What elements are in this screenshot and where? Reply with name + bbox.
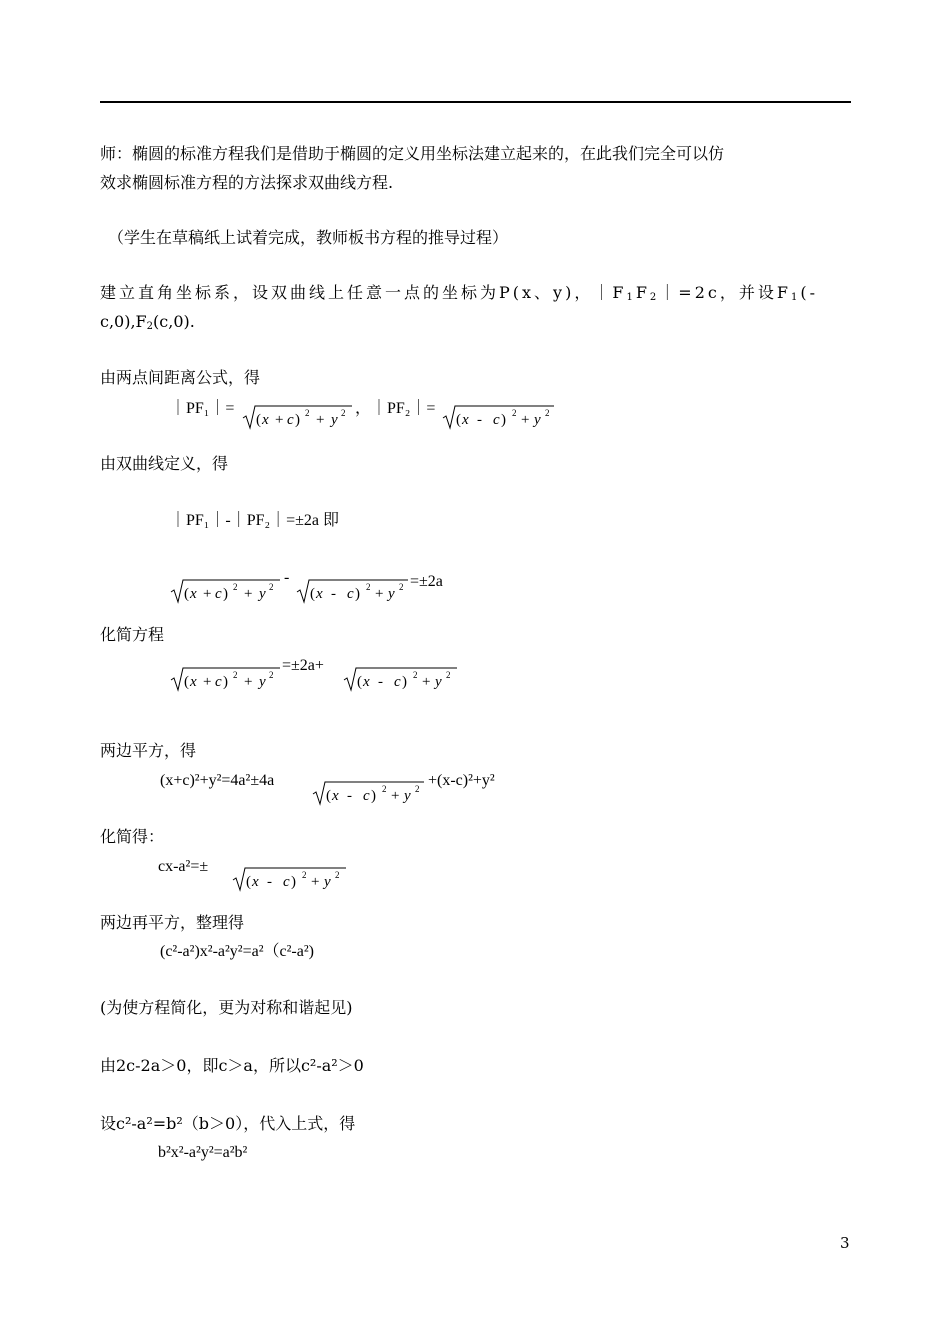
radical-plus: + — [375, 586, 384, 602]
eq6-lhs: cx-a²=± — [158, 858, 209, 875]
setup-sub2: 2 — [649, 292, 660, 303]
radical-var-y: y — [435, 674, 442, 690]
radical-exponent: 2 — [233, 582, 238, 592]
setup-f2: F — [635, 283, 650, 302]
radical-var-y: y — [259, 586, 266, 602]
paragraph-hyperbola-definition: 由双曲线定义，得 — [100, 454, 229, 473]
radical-open-paren: ( — [326, 788, 331, 804]
page-number: 3 — [840, 1234, 850, 1252]
header-rule — [100, 101, 851, 103]
radical-exponent: 2 — [302, 870, 307, 880]
radical-exponent-y: 2 — [446, 670, 451, 680]
radical-svg — [296, 578, 408, 604]
radical-open-paren: ( — [357, 674, 362, 690]
paragraph-simplify: 化简方程 — [100, 625, 165, 644]
radical-var-c: c — [493, 412, 500, 428]
setup-paren: (- — [800, 283, 818, 302]
radical-var-c: c — [215, 586, 222, 602]
radical-operator: - — [267, 874, 272, 890]
radical-exponent-y: 2 — [545, 408, 550, 418]
radical-close-paren: ) — [371, 788, 376, 804]
setup-f1f2-open: ｜F — [593, 283, 627, 302]
radical-operator: + — [203, 586, 212, 602]
radical-var-x: x — [262, 412, 269, 428]
radical-operator: - — [477, 412, 482, 428]
radical-var-c: c — [283, 874, 290, 890]
eq7-result: (c²-a²)x²-a²y²=a²（c²-a²) — [160, 943, 314, 960]
radical-open-paren: ( — [184, 674, 189, 690]
paragraph-coordinate-setup-line1 — [100, 285, 818, 303]
eq3-radical-minus — [296, 578, 408, 604]
radical-open-paren: ( — [456, 412, 461, 428]
eq3-rhs: =±2a — [410, 573, 443, 590]
radical-exponent: 2 — [382, 784, 387, 794]
radical-plus: + — [422, 674, 431, 690]
radical-var-y: y — [259, 674, 266, 690]
radical-open-paren: ( — [256, 412, 261, 428]
eq1-pf2-label: ，｜PF₂｜= — [355, 400, 436, 417]
setup-f2-coord: (c,0). — [153, 312, 195, 331]
paragraph-square-again: 两边再平方，整理得 — [100, 913, 245, 932]
radical-exponent: 2 — [366, 582, 371, 592]
radical-exponent-y: 2 — [399, 582, 404, 592]
radical-operator: - — [378, 674, 383, 690]
radical-exponent-y: 2 — [269, 582, 274, 592]
radical-open-paren: ( — [184, 586, 189, 602]
radical-close-paren: ) — [223, 586, 228, 602]
radical-var-y: y — [534, 412, 541, 428]
radical-var-c: c — [363, 788, 370, 804]
setup-f1-coord: c,0),F — [100, 312, 147, 331]
radical-svg — [170, 666, 280, 692]
paragraph-coordinate-setup-line2 — [100, 314, 195, 332]
radical-svg — [442, 404, 554, 430]
eq8-result: b²x²-a²y²=a²b² — [158, 1144, 248, 1161]
radical-plus: + — [521, 412, 530, 428]
radical-var-c: c — [347, 586, 354, 602]
radical-var-y: y — [331, 412, 338, 428]
radical-exponent-y: 2 — [341, 408, 346, 418]
radical-operator: - — [331, 586, 336, 602]
eq3-minus: - — [284, 569, 290, 586]
radical-var-x: x — [252, 874, 259, 890]
paragraph-teacher-line1: 师：椭圆的标准方程我们是借助于椭圆的定义用坐标法建立起来的，在此我们完全可以仿 — [100, 144, 725, 163]
radical-svg — [312, 780, 424, 806]
radical-open-paren: ( — [246, 874, 251, 890]
eq5-radical-minus — [312, 780, 424, 806]
setup-text: 建立直角坐标系，设双曲线上任意一点的坐标为P(x、y)， — [100, 283, 594, 302]
radical-var-c: c — [287, 412, 294, 428]
radical-var-c: c — [394, 674, 401, 690]
radical-svg — [232, 866, 346, 892]
setup-sub4: 2 — [146, 321, 154, 332]
eq2-definition: ｜PF₁｜-｜PF₂｜=±2a 即 — [170, 512, 339, 529]
paragraph-student-note: （学生在草稿纸上试着完成，教师板书方程的推导过程） — [108, 228, 509, 247]
eq1-pf1-label: ｜PF₁｜= — [170, 400, 235, 417]
radical-var-y: y — [388, 586, 395, 602]
radical-plus: + — [244, 586, 253, 602]
radical-operator: - — [347, 788, 352, 804]
eq5-rhs: +(x-c)²+y² — [428, 772, 495, 789]
radical-operator: + — [275, 412, 284, 428]
radical-open-paren: ( — [310, 586, 315, 602]
radical-var-x: x — [190, 586, 197, 602]
radical-close-paren: ) — [295, 412, 300, 428]
radical-exponent-y: 2 — [415, 784, 420, 794]
eq4-radical-plus — [170, 666, 280, 692]
eq1-radical-plus — [242, 404, 352, 430]
radical-exponent: 2 — [305, 408, 310, 418]
radical-plus: + — [391, 788, 400, 804]
eq4-mid: =±2a+ — [282, 657, 324, 674]
setup-sub3: 1 — [790, 292, 801, 303]
eq4-radical-minus — [343, 666, 457, 692]
setup-distance: ｜=2c，并设F — [659, 283, 791, 302]
radical-close-paren: ) — [291, 874, 296, 890]
radical-exponent-y: 2 — [335, 870, 340, 880]
eq6-radical-minus — [232, 866, 346, 892]
radical-var-x: x — [462, 412, 469, 428]
radical-svg — [242, 404, 352, 430]
radical-var-x: x — [363, 674, 370, 690]
paragraph-substitute-b: 设c²-a²=b²（b＞0），代入上式，得 — [100, 1114, 356, 1133]
radical-svg — [343, 666, 457, 692]
radical-exponent: 2 — [512, 408, 517, 418]
radical-plus: + — [311, 874, 320, 890]
radical-var-x: x — [316, 586, 323, 602]
radical-close-paren: ) — [355, 586, 360, 602]
setup-sub1: 1 — [626, 292, 636, 303]
radical-plus: + — [316, 412, 325, 428]
radical-var-x: x — [190, 674, 197, 690]
radical-var-x: x — [332, 788, 339, 804]
radical-close-paren: ) — [501, 412, 506, 428]
eq5-lhs: (x+c)²+y²=4a²±4a — [160, 772, 275, 789]
radical-operator: + — [203, 674, 212, 690]
paragraph-distance-formula: 由两点间距离公式，得 — [100, 368, 261, 387]
eq1-radical-minus — [442, 404, 554, 430]
paragraph-symmetry-note: (为使方程简化，更为对称和谐起见) — [100, 998, 353, 1017]
radical-exponent: 2 — [233, 670, 238, 680]
radical-close-paren: ) — [223, 674, 228, 690]
radical-close-paren: ) — [402, 674, 407, 690]
radical-plus: + — [244, 674, 253, 690]
paragraph-simplified: 化简得： — [100, 827, 165, 846]
radical-exponent: 2 — [413, 670, 418, 680]
radical-exponent-y: 2 — [269, 670, 274, 680]
radical-var-c: c — [215, 674, 222, 690]
radical-var-y: y — [404, 788, 411, 804]
radical-svg — [170, 578, 280, 604]
paragraph-teacher-line2: 效求椭圆标准方程的方法探求双曲线方程. — [100, 173, 394, 192]
paragraph-c-greater-a: 由2c-2a＞0，即c＞a，所以c²-a²＞0 — [100, 1056, 364, 1075]
eq3-radical-plus — [170, 578, 280, 604]
paragraph-square-both-sides: 两边平方，得 — [100, 741, 197, 760]
radical-var-y: y — [324, 874, 331, 890]
